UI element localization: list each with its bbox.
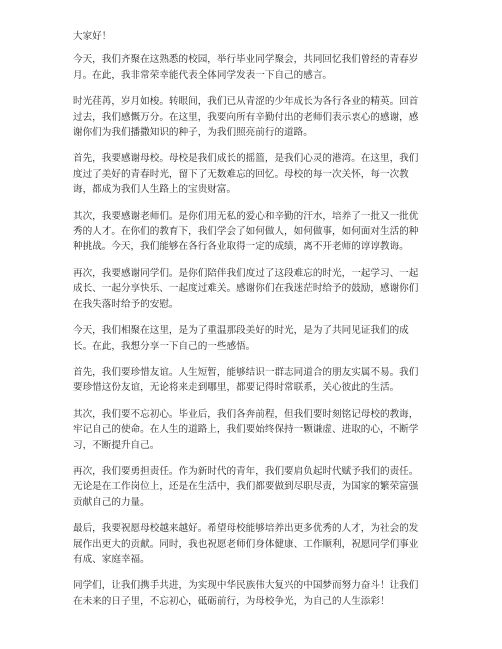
- paragraph-11: 同学们，让我们携手共进，为实现中华民族伟大复兴的中国梦而努力奋斗！让我们在未来的日子里，不忘初心，砥砺前行，为母校争光，为自己的人生添彩！: [73, 580, 419, 607]
- paragraph-2: 时光荏苒，岁月如梭。转眼间，我们已从青涩的少年成长为各行各业的精英。回首过去，我们感慨万分。在这里，我要向所有辛勤付出的老师们表示衷心的感谢，感谢你们为我们播撒知识的种子，为我们照亮前行的道路。: [73, 96, 419, 139]
- paragraph-8: 其次，我们要不忘初心。毕业后，我们各奔前程，但我们要时刻铭记母校的教诲，牢记自己的使命。在人生的道路上，我们要始终保持一颗谦虚、进取的心，不断学习，不断提升自己。: [73, 408, 419, 451]
- paragraph-6: 今天，我们相聚在这里，是为了重温那段美好的时光，是为了共同见证我们的成长。在此，我想分享一下自己的一些感悟。: [73, 325, 409, 352]
- paragraph-9: 再次，我们要勇担责任。作为新时代的青年，我们要肩负起时代赋予我们的责任。无论是在工作岗位上，还是在生活中，我们都要做到尽职尽责，为国家的繁荣富强贡献自己的力量。: [73, 465, 419, 508]
- paragraph-1: 今天，我们齐聚在这熟悉的校园，举行毕业同学聚会，共同回忆我们曾经的青春岁月。在此，我非常荣幸能代表全体同学发表一下自己的感言。: [73, 54, 419, 81]
- paragraph-10: 最后，我要祝愿母校越来越好。希望母校能够培养出更多优秀的人才，为社会的发展作出更大的贡献。同时，我也祝愿老师们身体健康、工作顺利，祝愿同学们事业有成、家庭幸福。: [73, 523, 419, 565]
- paragraph-7: 首先，我们要珍惜友谊。人生短暂，能够结识一群志同道合的朋友实属不易。我们要珍惜这份友谊，无论将来走到哪里，都要记得时常联系，关心彼此的生活。: [73, 366, 419, 394]
- document-page: [73, 29, 425, 620]
- paragraph-5: 再次，我要感谢同学们。是你们陪伴我们度过了这段难忘的时光，一起学习、一起成长、一起分享快乐、一起度过难关。感谢你们在我迷茫时给予的鼓励，感谢你们在我失落时给予的安慰。: [73, 267, 419, 310]
- paragraph-3: 首先，我要感谢母校。母校是我们成长的摇篮，是我们心灵的港湾。在这里，我们度过了美好的青春时光，留下了无数难忘的回忆。母校的每一次关怀，每一次教诲，都成为我们人生路上的宝贵财富。: [73, 153, 419, 196]
- greeting: 大家好！: [73, 31, 112, 42]
- paragraph-4: 其次，我要感谢老师们。是你们用无私的爱心和辛勤的汗水，培养了一批又一批优秀的人才。在你们的教育下，我们学会了如何做人，如何做事，如何面对生活的种种挑战。今天，我们能够在各行各业取得一定的成绩，离不开老师的谆谆教诲。: [73, 210, 419, 253]
